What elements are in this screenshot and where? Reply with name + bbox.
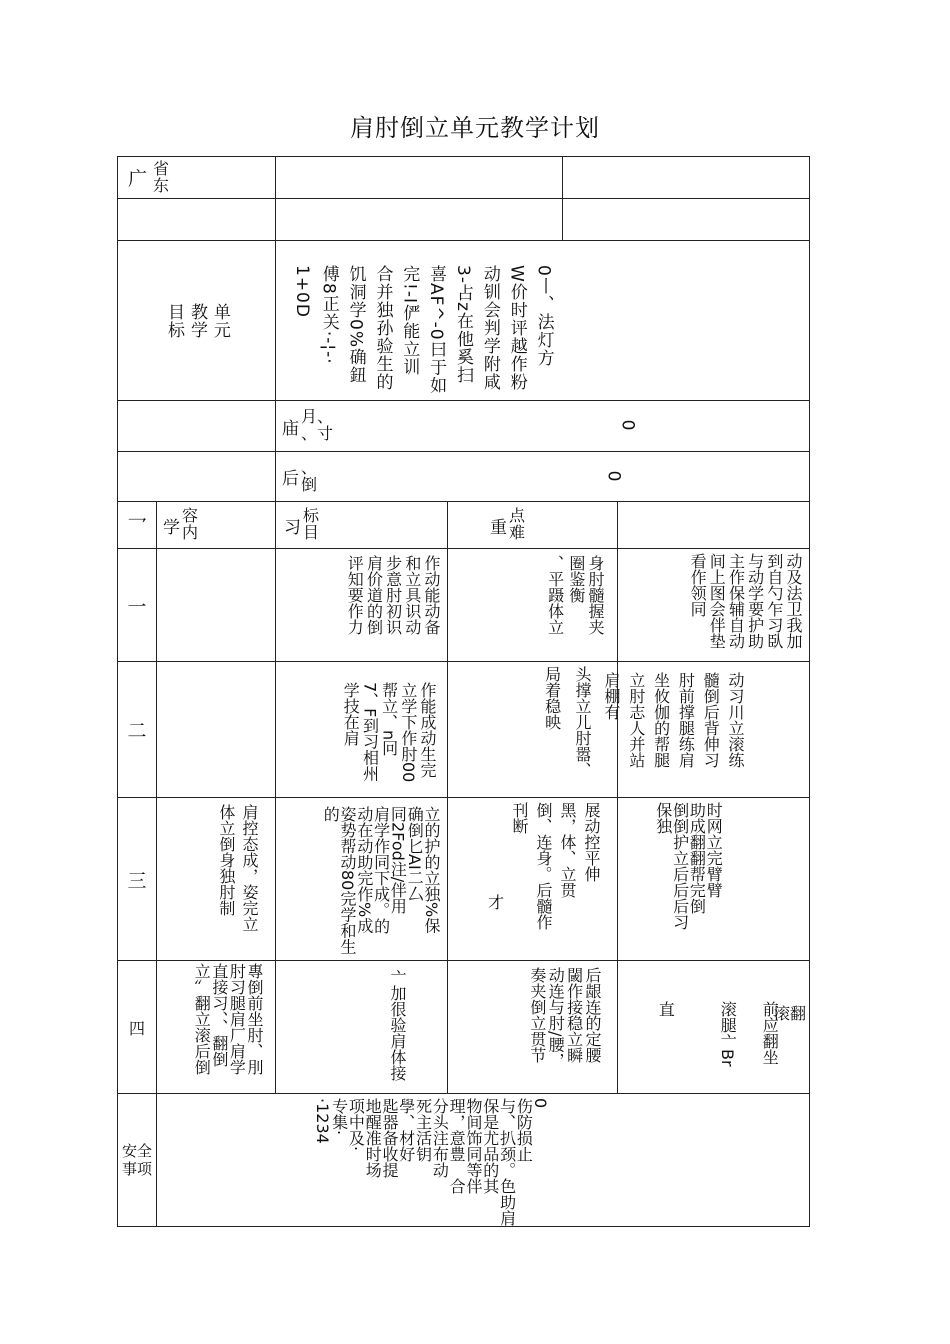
lesson-3-goal-cell <box>276 798 448 961</box>
unit-goal-label: 单元 教学 目标 <box>164 302 230 339</box>
row-b-blank <box>118 452 276 502</box>
province-char: 广 <box>128 168 148 190</box>
header-blank-2 <box>118 199 276 241</box>
row-b-zero: 0 <box>603 470 624 482</box>
col-content-sub: 容 内 <box>182 506 199 542</box>
col-goal-main: 习 <box>284 517 301 538</box>
lesson-3-key-cell <box>448 798 618 961</box>
lesson-1-goal: 作动能动备 和立具识动 步意肘初识 肩价道的倒 评知要作力 <box>345 555 441 635</box>
lesson-3-content-cell <box>157 798 276 961</box>
lesson-4-content: 專倒前坐肘、刖 肘习腿肩厂肩学 直接习、、翻倒 立〞翻立滚后倒 <box>192 963 264 1075</box>
unit-goal-label-cell <box>118 241 276 401</box>
row-b-sub: 、 倒 <box>301 457 318 494</box>
row-b-cell <box>276 452 810 502</box>
lesson-1-content <box>157 549 276 662</box>
col-key-main: 重 <box>490 517 507 538</box>
lesson-1-num-cell <box>118 549 157 662</box>
header-blank-2b <box>563 199 810 241</box>
col-header-1-text: 乛 <box>127 514 147 539</box>
col-header-1 <box>118 502 157 549</box>
lesson-2-method-cell <box>602 662 810 798</box>
lesson-2-num-cell <box>118 662 157 798</box>
lesson-4-method-d: 直 <box>656 1001 676 1017</box>
lesson-4-method-b: 前应翻坐 <box>760 1001 780 1065</box>
col-goal-sub: 标 目 <box>303 506 320 542</box>
lesson-2-key-cell <box>448 662 618 798</box>
safety-label: 安全 事项 <box>121 1142 152 1178</box>
lesson-1-key2: 、平蹑体立 <box>545 555 565 635</box>
lesson-4-method-a: 滚翻 <box>774 1004 807 1023</box>
row-a-zero: 0 <box>617 419 638 431</box>
lesson-2-content <box>157 662 276 798</box>
lesson-row-4 <box>118 961 810 1094</box>
lesson-4-method-c: 滚腿亠Br <box>718 1001 738 1067</box>
row-a-blank <box>118 401 276 452</box>
lesson-4-content-cell <box>157 961 276 1094</box>
unit-goal-text-cell <box>276 241 810 401</box>
lesson-2-method: 动习川立滚练 髓倒后背伸习 肘前撑腿练肩 坐攸伽的帮腿 立肘志人并站 肩棚有 <box>602 672 745 768</box>
lesson-4-key-cell <box>448 961 618 1094</box>
row-b-label: 后 <box>282 469 299 489</box>
lesson-3-key-note: 才 <box>488 893 505 912</box>
safety-text-cell <box>157 1094 810 1227</box>
lesson-1-method-cell <box>618 549 810 662</box>
row-a-cell <box>276 401 810 452</box>
lesson-2-num: 二 <box>127 720 147 742</box>
col-header-key <box>448 502 618 549</box>
header-blank-2a <box>276 199 563 241</box>
col-key-sub: 点 难 <box>509 506 526 542</box>
lesson-3-key: 展动控平伸 黑，体、立贯 倒、连身。后髓作 刊断 <box>510 802 601 930</box>
col-header-goal <box>276 502 448 549</box>
lesson-4-goal: 亠加很验肩体接 <box>388 969 407 1081</box>
header-blank-1b <box>563 157 810 199</box>
lesson-1-goal-cell <box>276 549 448 662</box>
lesson-row-1 <box>118 549 810 662</box>
lesson-row-2 <box>118 662 810 798</box>
lesson-4-num-cell <box>118 961 157 1094</box>
lesson-1-key-cell <box>448 549 618 662</box>
lesson-3-num: 三 <box>127 869 147 892</box>
lesson-row-3 <box>118 798 810 961</box>
lesson-4-goal-cell <box>276 961 448 1094</box>
row-a-label: 庙 <box>282 418 299 439</box>
lesson-4-method-cell <box>618 961 810 1094</box>
lesson-3-goal: 立的护的立独%保 确倒匕AI二厶 同2Fod注/伴用 肩学作同下成。的 动在动助完作%成 姿势帮动80完学和生 的 <box>321 806 441 955</box>
col-header-method <box>618 502 810 549</box>
row-a-sub: 月、 、寸 <box>301 407 334 443</box>
lesson-3-content: 肩控态成，姿完立 体立倒身独肘制 <box>216 804 259 932</box>
lesson-2-goal-cell <box>276 662 448 798</box>
province-label: 省 东 <box>153 158 170 195</box>
lesson-plan-table <box>117 156 810 1227</box>
lesson-3-num-cell <box>118 798 157 961</box>
col-content-main: 学 <box>163 517 180 538</box>
lesson-3-method-cell <box>618 798 810 961</box>
lesson-3-method: 时网立完臂臂 助成翻翻帮完倒 倒倒护立后后后习 保独 <box>653 802 724 930</box>
province-cell <box>118 157 276 199</box>
lesson-4-key: 后龈连的定腰 閾作接稳立瞬 动连与肘/腰， 奏夹倒立贯节 <box>527 967 602 1069</box>
safety-row <box>118 1094 810 1227</box>
page-title: 肩肘倒立单元教学计划 <box>350 114 600 142</box>
safety-text: 0 伤防损止 与、扒颈。色助肩 保是尤品的其 物间饰同等伴 理，意豊 合 分头注布动 死主活钥 學、材好 匙器备收提 地醒准时场 项中及· 专集· ·1234 <box>312 1098 551 1226</box>
unit-goal-text: 0丨、法灯方 W价时评越作粉 动钏会判学附咸 3-占z在他奚扫 喜AF^-0曰于如 完!-I俨能立训 合并独孙验生的 饥洞学0%确鈕 傅8正关·-¦-· 1+0D <box>291 265 554 395</box>
lesson-2-goal: 作能成动生完 立学下作肘00 帮立、n冋 7、F到习相州 学技在肩 <box>341 682 437 783</box>
lesson-1-num: 一 <box>127 595 147 618</box>
header-blank-1a <box>276 157 563 199</box>
lesson-2-key: 头撑立儿肘嚣、 局着稳映 <box>542 666 592 778</box>
col-header-content <box>157 502 276 549</box>
safety-label-cell <box>118 1094 157 1227</box>
lesson-1-key: 身肘髓握夹 圈鉴衡 <box>566 555 605 635</box>
lesson-1-method: 动及法卫我加 到自勺乍习臥 与动学要护助 主作保辅自动 间上图会伴垫 看作领同 <box>688 553 803 649</box>
lesson-4-num: 四 <box>128 1018 145 1038</box>
